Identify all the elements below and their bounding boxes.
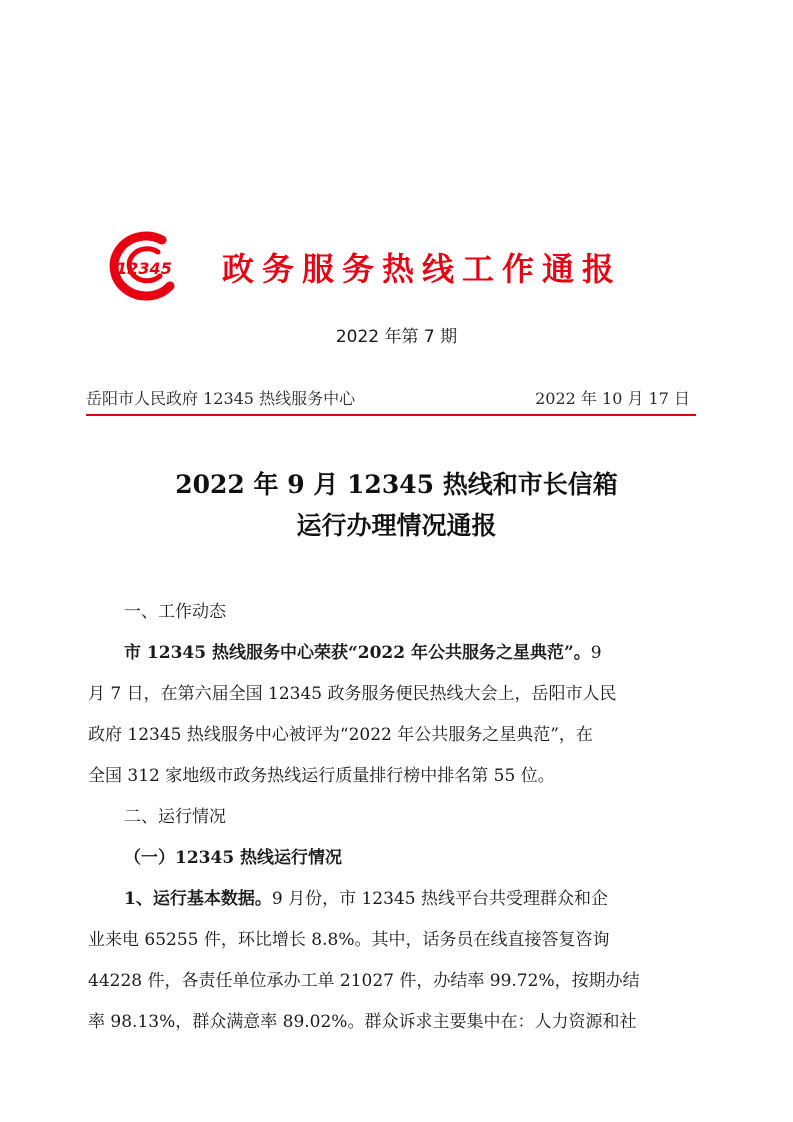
doc-title-line2: 运行办理情况通报 xyxy=(296,511,497,540)
masthead-title: 政务服务热线工作通报 xyxy=(222,250,623,288)
subsection-heading: （一）12345 热线运行情况 xyxy=(124,848,343,868)
hotline-logo xyxy=(100,230,186,302)
issuer-line xyxy=(86,386,690,409)
paragraph-line: 政府 12345 热线服务中心被评为“2022 年公共服务之星典范”，在 xyxy=(88,725,593,745)
paragraph-line xyxy=(88,879,712,920)
paragraph-line: 月 7 日，在第六届全国 12345 政务服务便民热线大会上，岳阳市人民 xyxy=(88,684,617,704)
paragraph-line: 业来电 65255 件，环比增长 8.8%。其中，话务员在线直接答复咨询 xyxy=(88,930,610,950)
logo-number: 12345 xyxy=(116,259,172,278)
section-heading: 一、工作动态 xyxy=(124,602,226,622)
issuer-org: 岳阳市人民政府 12345 热线服务中心 xyxy=(86,389,356,408)
paragraph-text: 9 月份，市 12345 热线平台共受理群众和企 xyxy=(271,889,608,909)
paragraph-line xyxy=(88,633,712,674)
issue-number: 2022 年第 7 期 xyxy=(335,327,458,347)
section-heading: 二、运行情况 xyxy=(124,807,226,827)
bold-lead: 市 12345 热线服务中心荣获“2022 年公共服务之星典范”。 xyxy=(124,643,591,663)
document-body xyxy=(88,592,712,1043)
issue-date: 2022 年 10 月 17 日 xyxy=(535,389,690,408)
red-divider xyxy=(86,414,696,416)
paragraph-text: 9 xyxy=(590,643,602,663)
paragraph-line: 率 98.13%，群众满意率 89.02%。群众诉求主要集中在：人力资源和社 xyxy=(88,1012,637,1032)
paragraph-line: 全国 312 家地级市政务热线运行质量排行榜中排名第 55 位。 xyxy=(88,766,555,786)
paragraph-line: 44228 件，各责任单位承办工单 21027 件，办结率 99.72%，按期办结 xyxy=(88,971,640,991)
bold-lead: 1、运行基本数据。 xyxy=(124,889,272,909)
doc-title-line1: 2022 年 9 月 12345 热线和市长信箱 xyxy=(175,470,618,499)
